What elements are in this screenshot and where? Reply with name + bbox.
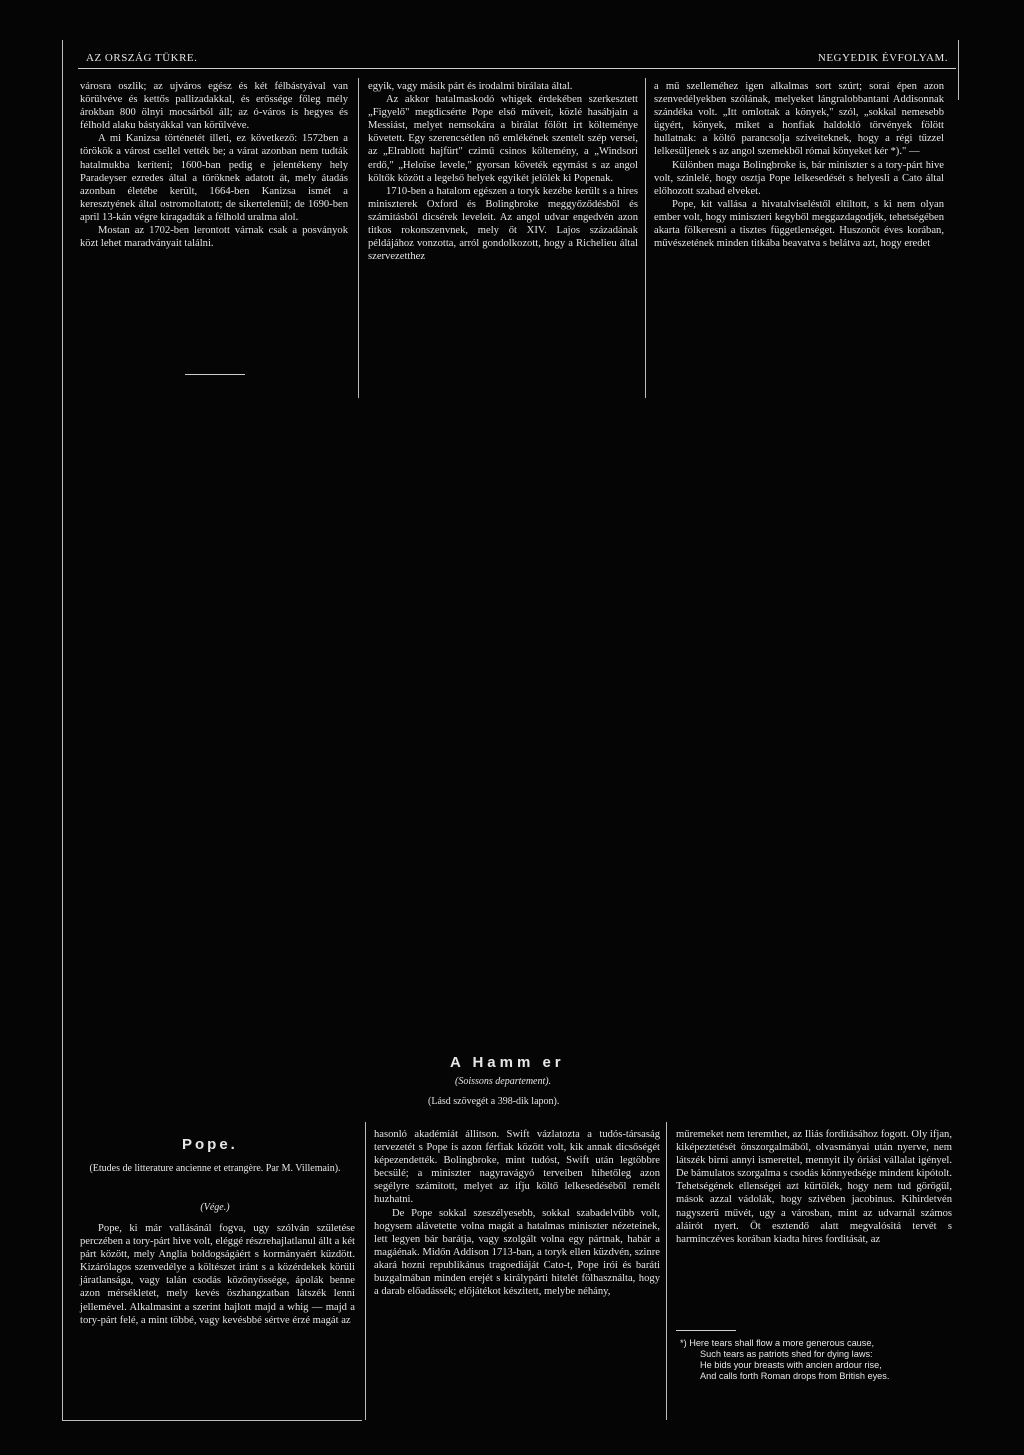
page-header bbox=[78, 50, 956, 69]
footnote-divider bbox=[676, 1330, 736, 1331]
paragraph: De Pope sokkal szeszélyesebb, sokkal szabadelvűbb volt, hogysem alávetette volna magát a hatalmas miniszter nézeteinek, lett legyen bár barátja, vagy szolgált volna egy pártnak, habár a magáénak. Midőn Addison 1713-ban, a toryk ellen küzdvén, szinre akará hozni republikánus tragoediáját Cato-t, Pope irói és baráti buzgalmában minden erejét s királypárti hitelét fölhasználta, hogy a darab előadássék; előjátékot készitett, melybe néhány, bbox=[374, 1207, 660, 1298]
footnote bbox=[680, 1338, 950, 1382]
illustration-area bbox=[360, 400, 960, 1040]
article-title: Pope. bbox=[182, 1136, 238, 1153]
left-margin-rule bbox=[62, 40, 63, 1420]
section-divider bbox=[185, 374, 245, 375]
bottom-column-3 bbox=[676, 1128, 952, 1246]
header-volume: NEGYEDIK ÉVFOLYAM. bbox=[817, 52, 948, 64]
paragraph: Pope, kit vallása a hivatalviseléstől eltiltott, s ki nem olyan ember volt, hogy miniszteri kegyből meggazdagodjék, tehetségében akarta fölkeresni a tisztes függetlenséget. Huszonöt éves korában, művészetének minden titkába beavatva s belátva azt, hogy eredet bbox=[654, 198, 944, 250]
picture-title: A Hamm er bbox=[450, 1054, 565, 1071]
header-title: AZ ORSZÁG TÜKRE. bbox=[86, 52, 198, 64]
picture-subtitle: (Soissons departement). bbox=[455, 1076, 552, 1087]
column-rule-4 bbox=[666, 1122, 667, 1420]
bottom-edge-rule bbox=[62, 1420, 362, 1421]
paragraph: Különben maga Bolingbroke is, bár miniszter s a tory-párt hive volt, szinlelé, hogy osztja Pope lelkesedését s helyesli a Cato által előhozott szabad elveket. bbox=[654, 159, 944, 197]
column-rule-1 bbox=[358, 78, 359, 398]
paragraph: Mostan az 1702-ben lerontott várnak csak a posványok közt lehet maradványait találni. bbox=[80, 225, 348, 250]
footnote-line: *) Here tears shall flow a more generous cause, bbox=[680, 1338, 875, 1348]
picture-reference: (Lásd szövegét a 398-dik lapon). bbox=[428, 1096, 560, 1107]
paragraph: városra oszlik; az ujváros egész és két félbástyával van körülvéve és kettős pallizadakkal, és erőssége főleg mély árokban 800 ölnyi mocsárból áll; az ó-város is hegyes és félhold alaku bástyákkal van körülvéve. bbox=[80, 81, 348, 132]
paragraph: A mi Kanizsa történetét illeti, ez következő: 1572ben a törökök a várost csellel vették be; a várat azonban nem tudták hatalmukba keríteni; 1600-ban pedig e jelentékeny hely Paradeyser ezredes által a töröknek adatott át, mely átadás azonban életébe került, 1664-ben Kanizsa ismét a keresztyének által ostromoltatott; de sikertelenül; de 1690-ben april 13-kán végre kiragadták a félhold uralma alol. bbox=[80, 133, 348, 223]
bottom-column-2 bbox=[374, 1128, 660, 1298]
article-end-note: (Vége.) bbox=[200, 1202, 230, 1213]
paragraph: egyik, vagy másik párt és irodalmi birálata által. bbox=[368, 81, 573, 92]
article-source: (Etudes de litterature ancienne et etrangère. Par M. Villemain). bbox=[89, 1163, 341, 1174]
column-rule-3 bbox=[365, 1122, 366, 1420]
paragraph: hasonló akadémiát állitson. Swift vázlatozta a tudós-társaság tervezetét s Pope is azon férfiak között volt, kik annak dicsőségét képezendették. Bolingbroke, mint tudóst, Swift után legtöbbre becsülé; a miniszter nagyravágyó terveiben hihetőleg azon segélyre számitott, melyet az ifju költő lelkesedéséből remélt huzhatni. bbox=[374, 1129, 660, 1206]
footnote-line: Such tears as patriots shed for dying laws: bbox=[700, 1349, 873, 1359]
column-rule-2 bbox=[645, 78, 646, 398]
top-column-2 bbox=[368, 80, 638, 263]
footnote-line: He bids your breasts with ancien ardour rise, bbox=[700, 1360, 882, 1370]
paragraph: Az akkor hatalmaskodó whigek érdekében szerkesztett „Figyelő" megdicsérte Pope első műveit, közlé hasábjain a Messiást, melyet nemsokára a birálat fölött irt költeménye követett. Egy szerencsétlen nő emlékének szentelt szép versei, az „Elrablott hajfürt" czimű csinos költemény, a „Windsori erdő," „Heloïse levele," gyorsan követék egymást s az angol költők között a legelső helyek egyikét jelölék ki Popenak. bbox=[368, 94, 638, 184]
footnote-line: And calls forth Roman drops from British eyes. bbox=[700, 1371, 890, 1381]
right-margin-rule bbox=[958, 40, 959, 100]
bottom-column-1 bbox=[80, 1222, 355, 1327]
paragraph: Pope, ki már vallásánál fogva, ugy szólván születése perczében a tory-párt hive volt, eléggé részrehajlatlanul állt a két párt között, mely Anglia boldogságáért s kormányaért küzdött. Kizárólagos szenvedélye a költészet iránt s a közérdekek körüli járatlansága, vagy talán csodás közönyössége, ápolák benne azon mérsékletet, mely kevés öszhangzatban látszék lenni jellemével. Alkalmasint a szerint hajlott majd a whig — majd a tory-párt felé, a mint többé, vagy kevésbbé sértve érzé magát az bbox=[80, 1223, 355, 1326]
paragraph: műremeket nem teremthet, az Iliás forditásához fogott. Oly ifjan, kiképeztetését önszorgalmából, olvasmányai után nyerve, nem látszék birni annyi ismerettel, mennyit ily óriási vállalat igényel. De bámulatos szorgalma s csodás könnyedsége mindent kipótolt. Tehetségének ellenségei azt kürtölék, hogy nem tud görögül, mások azzal vádolák, hogy szivében jacobinus. Kihirdetvén nagyszerű művét, ugy a városban, mint az udvarnál számos aláirót nyert. Öt esztendő alatt megvalósitá tervét s harminczéves korában kiadta hires forditását, az bbox=[676, 1129, 952, 1245]
top-column-1 bbox=[80, 80, 348, 250]
paragraph: 1710-ben a hatalom egészen a toryk kezébe került s a hires miniszterek Oxford és Bolingbroke meggyőződésből és számitásból dicsérek leveleit. Az angol udvar engedvén azon titkos rokonszenvnek, mely őt XIV. Lajos századának példájához vonzotta, arról gondolkozott, hogy a Richelieu által szervezetthez bbox=[368, 185, 638, 263]
top-column-3 bbox=[654, 80, 944, 250]
paragraph: a mű szelleméhez igen alkalmas sort szúrt; sorai épen azon szenvedélyekben szólának, melyeket lángralobbantani Addisonnak szándéka volt. „Itt omlottak a könyek," szól, „sokkal nemesebb ügyért, könyek, miket a honfiak haldokló törvények fölött hullatnak: a költő parancsolja sziveiteknek, hogy a régi tűzzel lelkesüljenek s az angol szemekből római könyeket kér *)." — bbox=[654, 81, 944, 158]
